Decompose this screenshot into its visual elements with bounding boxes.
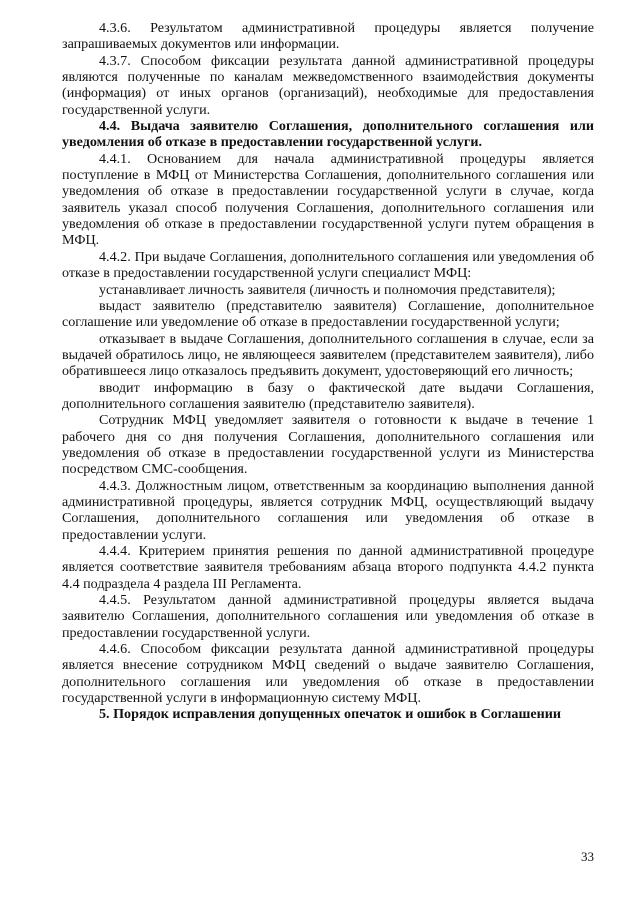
document-page — [62, 20, 594, 723]
paragraph-4-4-2: 4.4.2. При выдаче Соглашения, дополнительного соглашения или уведомления об отказе в предоставлении государственной услуги специалист МФЦ: — [62, 248, 594, 282]
paragraph-4-4-3: 4.4.3. Должностным лицом, ответственным за координацию выполнения данной административной процедуры, является сотрудник МФЦ, осуществляющий выдачу Соглашения, дополнительного соглашения или уведомления об отказе в предоставлении услуги. — [62, 477, 594, 543]
paragraph-issue-agreement: выдаст заявителю (представителю заявителя) Соглашение, дополнительное соглашение или уведомление об отказе в предоставлении государственной услуги; — [62, 297, 594, 331]
paragraph-4-4-1: 4.4.1. Основанием для начала административной процедуры является поступление в МФЦ от Министерства Соглашения, дополнительного соглашения или уведомления об отказе в предоставлении государственной услуги в случае, когда заявитель указал способ получения Соглашения, дополнительного соглашения или уведомления об отказе в предоставлении государственной услуги путем обращения в МФЦ. — [62, 150, 594, 249]
section-heading-4-4: 4.4. Выдача заявителю Соглашения, дополнительного соглашения или уведомления об отказе в предоставлении государственной услуги. — [62, 118, 594, 151]
page-number: 33 — [581, 849, 594, 864]
section-heading-5: 5. Порядок исправления допущенных опечаток и ошибок в Соглашении — [99, 706, 561, 723]
paragraph-4-3-6: 4.3.6. Результатом административной процедуры является получение запрашиваемых документов или информации. — [62, 20, 594, 53]
paragraph-enter-info: вводит информацию в базу о фактической дате выдачи Соглашения, дополнительного соглашения заявителю (представителю заявителя). — [62, 379, 594, 412]
paragraph-identity-check: устанавливает личность заявителя (личность и полномочия представителя); — [99, 281, 556, 298]
paragraph-4-3-7: 4.3.7. Способом фиксации результата данной административной процедуры являются полученные по каналам межведомственного взаимодействия документы (информация) от иных органов (организаций), необходимые для предоставления государственной услуги. — [62, 52, 594, 118]
paragraph-notify-applicant: Сотрудник МФЦ уведомляет заявителя о готовности к выдаче в течение 1 рабочего дня со дня получения Соглашения, дополнительного соглашения или уведомления об отказе в предоставлении государственной услуги из Министерства посредством СМС-сообщения. — [62, 412, 594, 478]
paragraph-refuse-issue: отказывает в выдаче Соглашения, дополнительного соглашения в случае, если за выдачей обратилось лицо, не являющееся заявителем (представителем заявителя), либо обратившееся лицо отказалось предъявить документ, удостоверяющий его личность; — [62, 330, 594, 380]
paragraph-4-4-6: 4.4.6. Способом фиксации результата данной административной процедуры является внесение сотрудником МФЦ сведений о выдаче заявителю Соглашения, дополнительного соглашения или уведомления об отказе в предоставлении государственной услуги в информационную систему МФЦ. — [62, 641, 594, 707]
paragraph-4-4-4: 4.4.4. Критерием принятия решения по данной административной процедуре является соответствие заявителя требованиям абзаца второго подпункта 4.4.2 пункта 4.4 подраздела 4 раздела III Регламента. — [62, 543, 594, 592]
paragraph-4-4-5: 4.4.5. Результатом данной административной процедуры является выдача заявителю Соглашения, дополнительного соглашения или уведомления об отказе в предоставлении государственной услуги. — [62, 592, 594, 641]
